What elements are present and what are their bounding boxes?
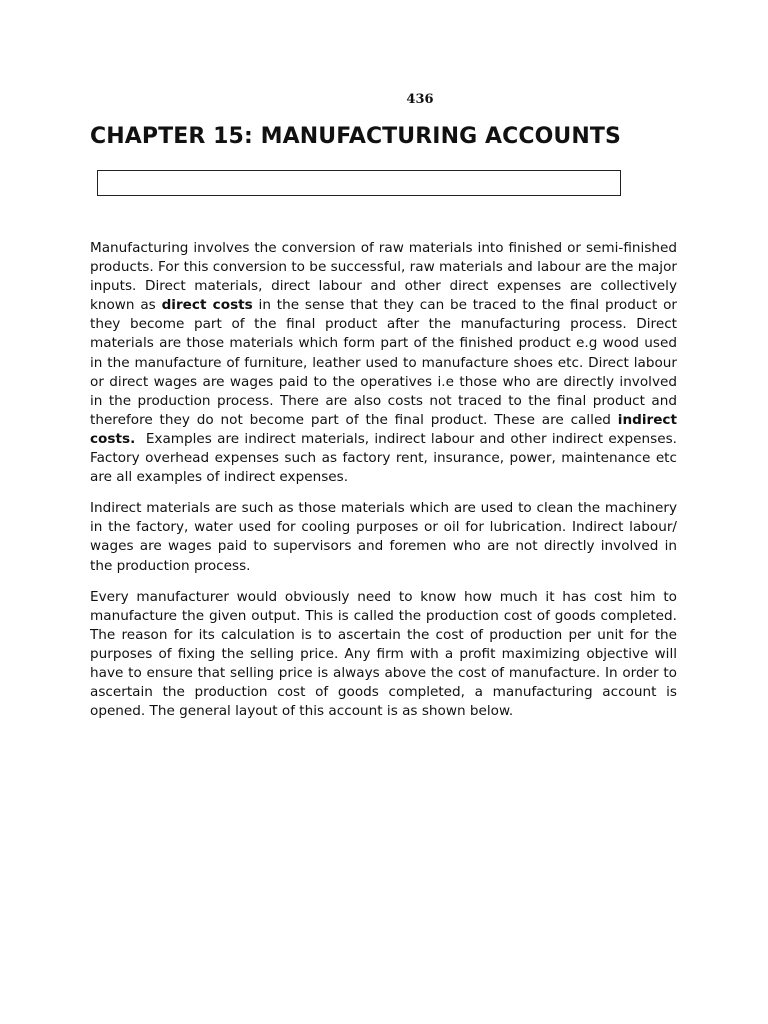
page-number: 436	[406, 92, 434, 107]
paragraph-direct-indirect-costs	[90, 239, 682, 487]
paragraph-1-text-c: Examples are indirect materials, indirect labour and other indirect expenses. Factory overhead expenses such as factory rent, insurance, power, maintenance etc are all examples of indirect expenses.	[90, 430, 682, 486]
paragraph-1-text-b: in the sense that they can be traced to the final product or they become part of the final product after the manufacturing process. Direct materials are those materials which form part of the finished product e.g wood used in the manufacture of furniture, leather used to manufacture shoes etc. Direct labour or direct wages are wages paid to the operatives i.e those who are directly involved in the production process. There are also costs not traced to the final product and therefore they do not become part of the final product. These are called	[90, 297, 677, 428]
paragraph-1-text-a: Manufacturing involves the conversion of raw materials into finished or semi-finished products. For this conversion to be successful, raw materials and labour are the major inputs. Direct materials, direct labour and other direct expenses are collectively known as	[90, 240, 677, 314]
empty-outline-box	[97, 170, 621, 196]
body-text	[90, 239, 682, 733]
term-direct-costs: direct costs	[161, 297, 253, 314]
paragraph-indirect-materials: Indirect materials are such as those materials which are used to clean the machinery in the factory, water used for cooling purposes or oil for lubrication. Indirect labour/ wages are wages paid to supervisors and foremen who are not directly involved in the production process.	[90, 500, 677, 574]
term-indirect-costs: indirect costs.	[90, 411, 677, 447]
chapter-title: CHAPTER 15: MANUFACTURING ACCOUNTS	[90, 124, 621, 149]
paragraph-production-cost: Every manufacturer would obviously need to know how much it has cost him to manufacture the given output. This is called the production cost of goods completed. The reason for its calculation is to ascertain the cost of production per unit for the purposes of fixing the selling price. Any firm with a profit maximizing objective will have to ensure that selling price is always above the cost of manufacture. In order to ascertain the production cost of goods completed, a manufacturing account is opened. The general layout of this account is as shown below.	[90, 588, 677, 720]
